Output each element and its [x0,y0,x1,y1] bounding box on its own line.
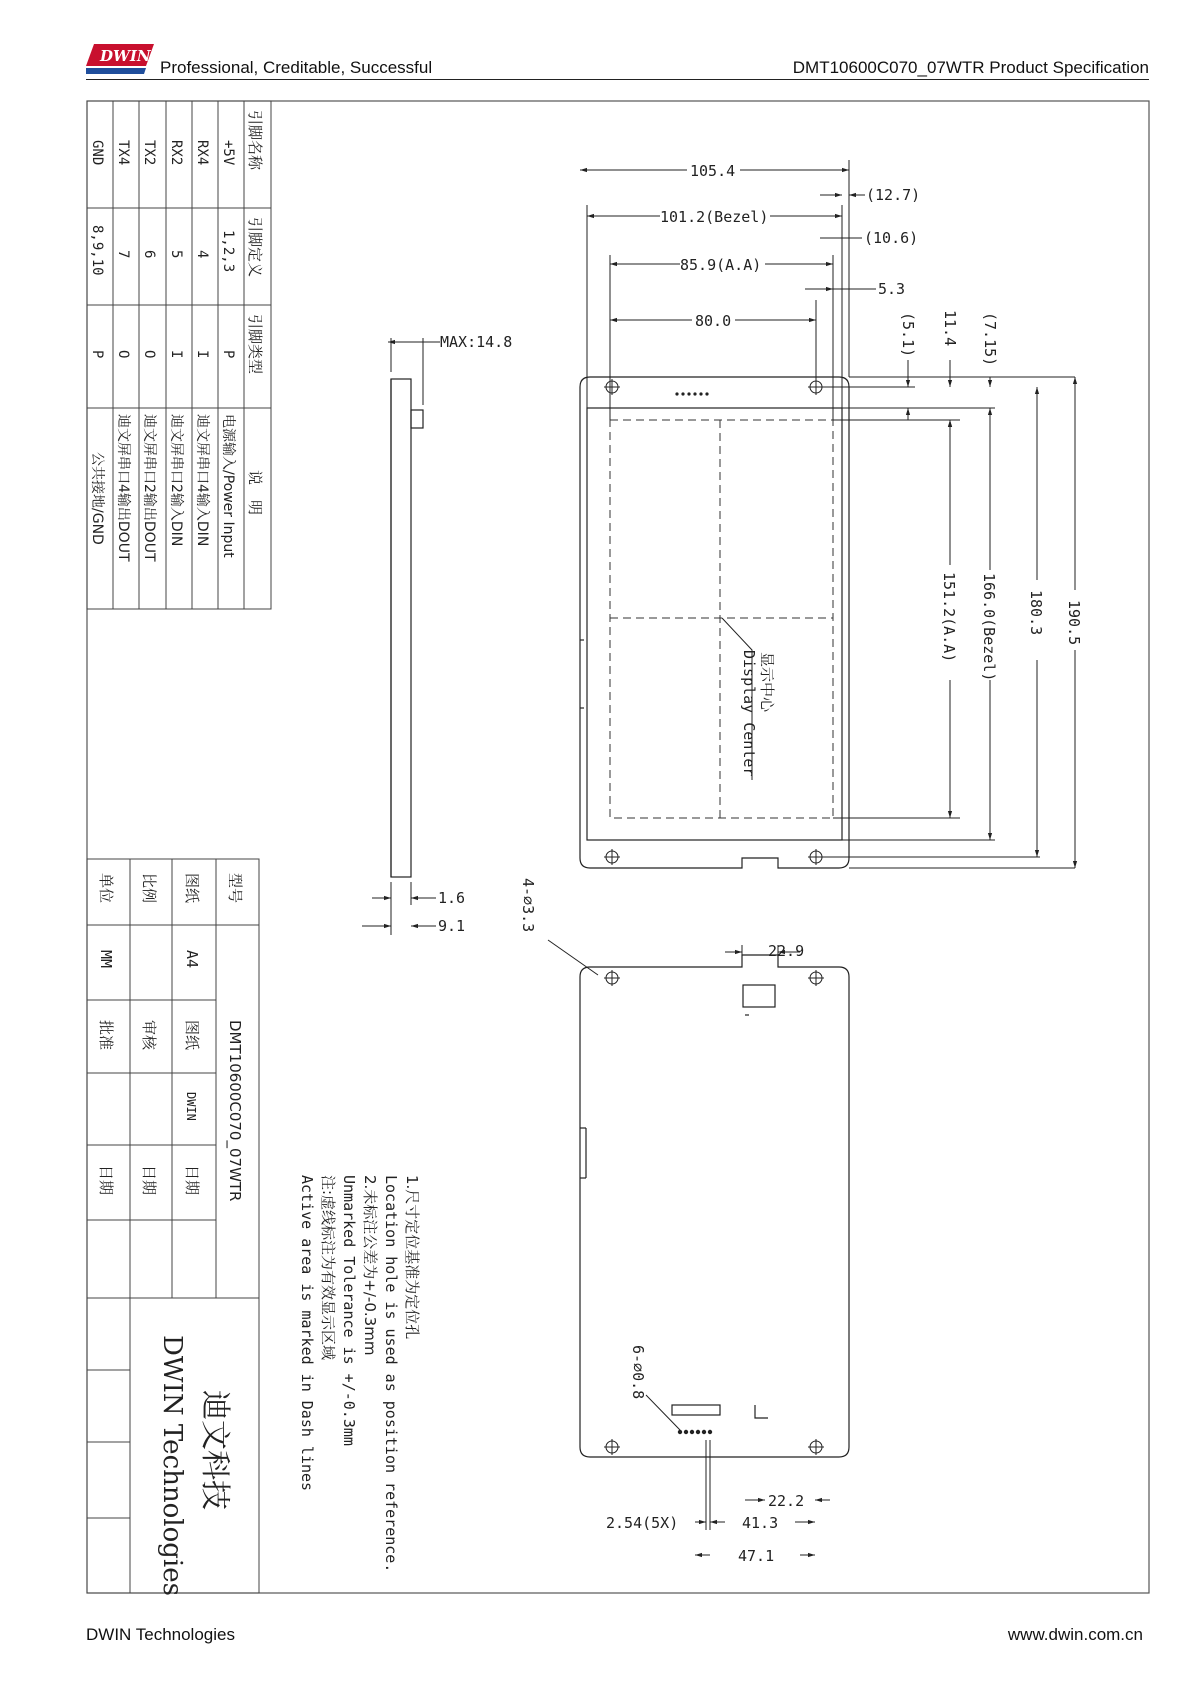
dim-101-2: 101.2(Bezel) [660,208,769,226]
pin-row-4-desc: 迪文屏串口2输出DOUT [141,414,157,562]
logo-text: DWIN [100,47,151,65]
pin-row-6-name: GND [89,140,105,166]
dim-151-2: 151.2(A.A) [940,572,958,663]
pin-header-def: 引脚定义 [246,217,264,278]
pin-row-5-desc: 迪文屏串口4输出DOUT [115,414,131,562]
dim-5-3: 5.3 [878,280,906,298]
note-2-cn: 2.未标注公差为+/-0.3mm [361,1175,379,1356]
pin-row-3-name: RX2 [168,140,184,166]
back-connector-pins [678,1430,712,1434]
tb-unit-label: 单位 [97,873,115,904]
pin-header-type: 引脚类型 [246,314,264,375]
dim-22-2: 22.2 [768,1492,805,1510]
note-1-en: Location hole is used as position reference. [382,1175,400,1573]
tb-date-label-3: 日期 [97,1165,115,1196]
front-view [580,377,849,868]
dim-11-4: 11.4 [941,310,959,347]
display-center-cn: 显示中心 [758,652,776,713]
note-3-cn: 注:虚线标注为有效显示区域 [319,1175,337,1361]
dim-105-4: 105.4 [690,162,736,180]
dim-80-0: 80.0 [695,312,732,330]
pin-row-2-type: I [194,350,210,359]
tb-model-value: DMT10600C070_07WTR [226,1020,244,1202]
tb-unit-value: MM [97,950,115,969]
tb-date-label-2: 日期 [140,1165,158,1196]
tb-drawing-no-label: 图纸 [183,1020,201,1051]
pin-row-6-type: P [89,350,105,359]
tb-review-label: 审核 [140,1020,158,1051]
dim-hole-4: 4-⌀3.3 [519,878,537,933]
tb-company-cn: 迪文科技 [197,1390,232,1510]
pin-row-5-name: TX4 [115,140,131,166]
dim-7-15: (7.15) [981,312,999,367]
pin-row-2-def: 4 [194,250,210,259]
dim-pitch: 2.54(5X) [606,1514,679,1532]
note-1-cn: 1.尺寸定位基准为定位孔 [403,1175,421,1340]
dim-1-6: 1.6 [438,889,466,907]
pin-row-3-desc: 迪文屏串口2输入DIN [168,414,184,547]
dim-47-1: 47.1 [738,1547,775,1565]
pin-row-3-def: 5 [168,250,184,259]
footer-company: DWIN Technologies [86,1625,235,1644]
pin-row-2-desc: 迪文屏串口4输入DIN [194,414,210,547]
note-2-en: Unmarked Tolerance is +/-0.3mm [340,1175,358,1446]
dim-180-3: 180.3 [1027,590,1045,636]
pin-row-1-type: P [220,350,236,359]
dim-41-3: 41.3 [742,1514,779,1532]
back-view [580,955,849,1457]
pin-row-4-name: TX2 [141,140,157,166]
tb-scale-label: 比例 [140,873,158,904]
dim-10-6: (10.6) [864,229,919,247]
pin-row-6-desc: 公共接地/GND [89,452,105,545]
dim-5-1: (5.1) [899,312,917,358]
pin-row-1-name: +5V [220,140,236,166]
pin-row-2-name: RX4 [194,140,210,166]
dim-190-5: 190.5 [1065,600,1083,646]
pin-header-name: 引脚名称 [246,110,264,171]
dim-166-0: 166.0(Bezel) [980,573,998,682]
pin-row-6-def: 8,9,10 [89,225,105,276]
pin-row-4-def: 6 [141,250,157,259]
tb-company-en: DWIN Technologies [157,1335,187,1596]
pin-row-5-def: 7 [115,250,131,259]
pin-row-5-type: O [115,350,131,359]
dim-9-1: 9.1 [438,917,466,935]
tb-drawing-label: 图纸 [183,873,201,904]
pin-row-1-def: 1,2,3 [220,230,236,273]
tb-drawing-value: A4 [183,950,201,969]
dim-22-9: 22.9 [768,942,805,960]
note-3-en: Active area is marked in Dash lines [298,1175,316,1492]
pin-row-1-desc: 电源输入/Power Input [220,414,236,558]
pin-row-3-type: I [168,350,184,359]
document-title: DMT10600C070_07WTR Product Specification [792,58,1149,77]
pin-header-desc: 说 明 [246,470,264,516]
active-area [610,420,833,818]
front-mount-holes [604,379,824,865]
pin-row-4-type: O [141,350,157,359]
tb-approve-label: 批准 [97,1020,115,1051]
tb-model-label: 型号 [226,873,244,904]
dim-pin-6: 6-⌀0.8 [629,1345,647,1400]
dim-85-9: 85.9(A.A) [680,256,762,274]
tb-date-label-1: 日期 [183,1165,201,1196]
footer-website[interactable]: www.dwin.com.cn [1007,1625,1143,1644]
display-center-en: Display Center [740,650,758,777]
front-dots [675,392,708,395]
tb-drawing-no-value: DWIN [184,1092,198,1121]
header-tagline: Professional, Creditable, Successful [160,58,433,77]
dim-max-thickness: MAX:14.8 [440,333,513,351]
dim-12-7: (12.7) [866,186,921,204]
side-view [391,379,423,877]
